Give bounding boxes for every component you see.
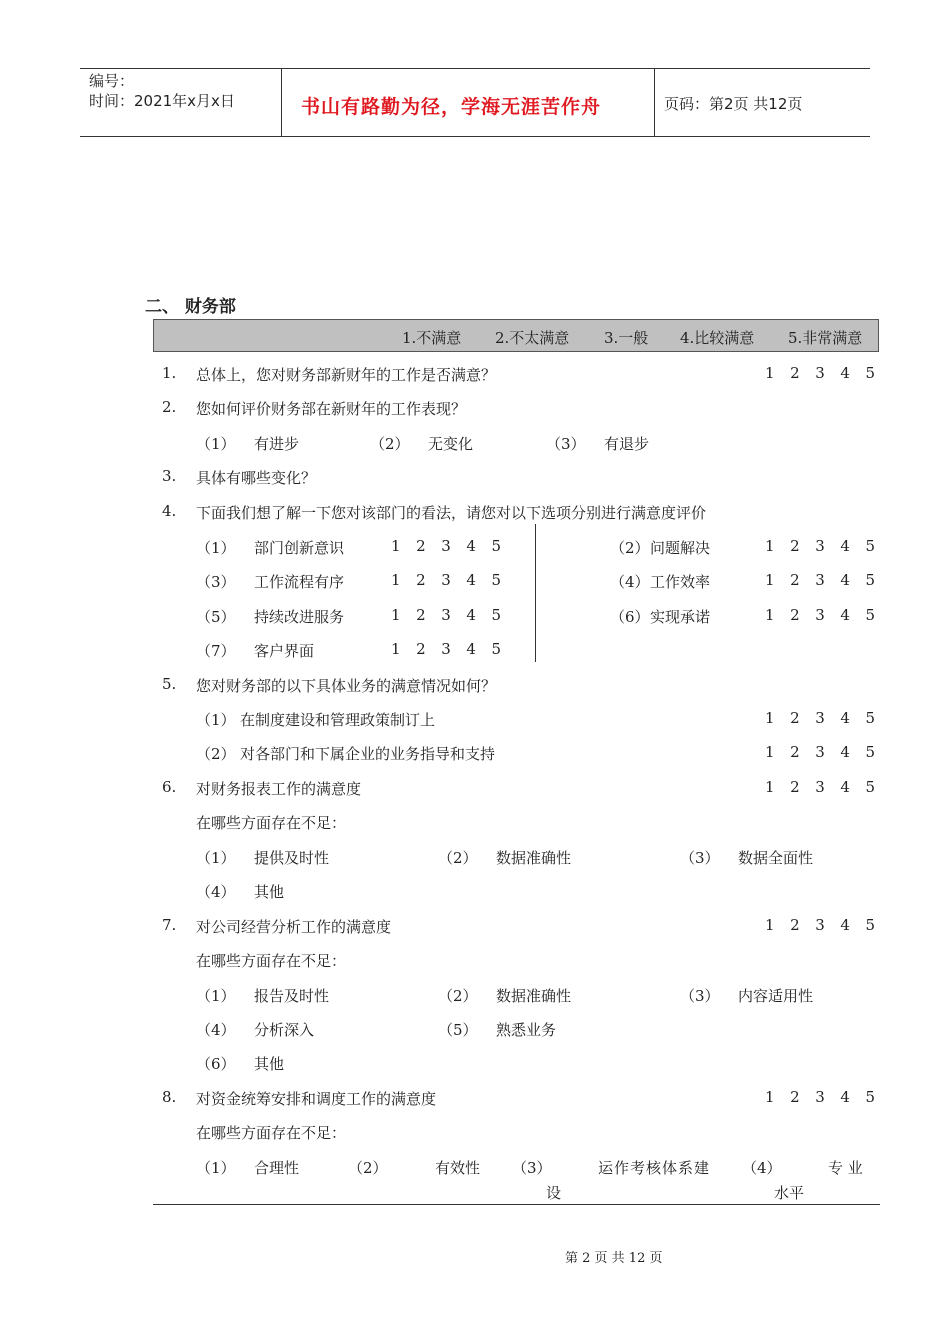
question-number: 1.: [162, 364, 177, 382]
question-number: 4.: [162, 502, 177, 520]
rating-option[interactable]: 1: [765, 1088, 775, 1106]
rating-option[interactable]: 4: [840, 606, 850, 624]
rating-option[interactable]: 3: [815, 778, 825, 796]
header-motto: 书山有路勤为径，学海无涯苦作舟: [301, 96, 602, 118]
rating-option[interactable]: 5: [865, 709, 875, 727]
option-number[interactable]: （4）: [196, 883, 236, 901]
rating-option[interactable]: 4: [840, 571, 850, 589]
rating-option[interactable]: 1: [765, 709, 775, 727]
rating-option[interactable]: 5: [865, 364, 875, 382]
option-label[interactable]: 熟悉业务: [496, 1021, 557, 1039]
rating-option[interactable]: 2: [416, 571, 426, 589]
option-label[interactable]: 内容适用性: [738, 987, 814, 1005]
rating-option[interactable]: 4: [466, 606, 476, 624]
rating-option[interactable]: 5: [491, 571, 501, 589]
option-number[interactable]: （4）: [196, 1021, 236, 1039]
scale-item: 2.不太满意: [495, 329, 570, 347]
rating-scale[interactable]: [765, 606, 875, 624]
question-number: 8.: [162, 1088, 177, 1106]
option-label[interactable]: 合理性: [254, 1159, 300, 1177]
rating-option[interactable]: 1: [765, 606, 775, 624]
rating-option[interactable]: 1: [765, 571, 775, 589]
option-number[interactable]: （3）: [680, 849, 720, 867]
item-label: 对各部门和下属企业的业务指导和支持: [240, 745, 496, 763]
rating-scale[interactable]: [765, 1088, 875, 1106]
page-footer: 第 2 页 共 12 页: [565, 1251, 663, 1266]
rating-option[interactable]: 1: [765, 778, 775, 796]
doc-date-label: 时间：2021年x月x日: [89, 92, 235, 110]
rating-option[interactable]: 5: [865, 916, 875, 934]
scale-item: 3.一般: [604, 329, 649, 347]
sub-question: 在哪些方面存在不足：: [196, 1124, 347, 1142]
rating-option[interactable]: 3: [815, 1088, 825, 1106]
item-number: （5）: [196, 608, 236, 626]
rating-option[interactable]: 1: [391, 537, 401, 555]
question-number: 2.: [162, 398, 177, 416]
header-bottom-rule: [80, 136, 870, 137]
rating-option[interactable]: 4: [840, 1088, 850, 1106]
rating-option[interactable]: 3: [815, 537, 825, 555]
doc-number-label: 编号：: [89, 72, 135, 90]
question-text: 对财务报表工作的满意度: [196, 780, 362, 798]
item-number: （4）: [610, 573, 650, 591]
rating-option[interactable]: 1: [391, 606, 401, 624]
sub-question: 在哪些方面存在不足：: [196, 814, 347, 832]
option-number[interactable]: （1）: [196, 987, 236, 1005]
option-number[interactable]: （3）: [512, 1159, 552, 1177]
rating-scale[interactable]: [391, 606, 501, 624]
option-label[interactable]: 运作考核体系建: [598, 1159, 711, 1177]
option-label-continued[interactable]: 设: [546, 1184, 562, 1202]
rating-option[interactable]: 5: [865, 537, 875, 555]
question-text: 具体有哪些变化？: [196, 469, 317, 487]
rating-option[interactable]: 2: [790, 743, 800, 761]
rating-option[interactable]: 4: [466, 537, 476, 555]
option-label[interactable]: 数据准确性: [496, 849, 572, 867]
option-label[interactable]: 数据准确性: [496, 987, 572, 1005]
item-number: （7）: [196, 642, 236, 660]
item-label: 工作流程有序: [254, 573, 345, 591]
item-label: 客户界面: [254, 642, 315, 660]
item-number: （6）: [610, 608, 650, 626]
rating-scale[interactable]: [765, 537, 875, 555]
question-number: 5.: [162, 675, 177, 693]
option-label[interactable]: 数据全面性: [738, 849, 814, 867]
rating-option[interactable]: 3: [815, 916, 825, 934]
rating-option[interactable]: 4: [840, 743, 850, 761]
option-label[interactable]: 有退步: [604, 435, 650, 453]
item-number: （1）: [196, 711, 236, 729]
rating-option[interactable]: 4: [466, 571, 476, 589]
rating-option[interactable]: 5: [865, 571, 875, 589]
option-label[interactable]: 其他: [254, 1055, 285, 1073]
option-number[interactable]: （2）: [438, 987, 478, 1005]
option-number[interactable]: （5）: [438, 1021, 478, 1039]
question-number: 3.: [162, 467, 177, 485]
rating-option[interactable]: 2: [416, 606, 426, 624]
header-divider: [281, 68, 282, 136]
item-number: （2）: [610, 539, 650, 557]
rating-option[interactable]: 2: [790, 1088, 800, 1106]
option-number[interactable]: （6）: [196, 1055, 236, 1073]
question-text: 您对财务部的以下具体业务的满意情况如何？: [196, 677, 497, 695]
item-label: 工作效率: [650, 573, 711, 591]
rating-option[interactable]: 3: [815, 571, 825, 589]
item-label: 问题解决: [650, 539, 711, 557]
rating-option[interactable]: 3: [815, 606, 825, 624]
rating-option[interactable]: 5: [491, 537, 501, 555]
rating-scale[interactable]: [765, 743, 875, 761]
rating-option[interactable]: 3: [815, 709, 825, 727]
option-label[interactable]: 有进步: [254, 435, 300, 453]
rating-option[interactable]: 2: [416, 537, 426, 555]
section-title: 二、 财务部: [145, 297, 236, 317]
question-text: 您如何评价财务部在新财年的工作表现？: [196, 400, 467, 418]
option-number[interactable]: （1）: [196, 849, 236, 867]
option-label[interactable]: 有效性: [435, 1159, 481, 1177]
rating-scale[interactable]: [765, 571, 875, 589]
rating-option[interactable]: 1: [765, 364, 775, 382]
item-label: 部门创新意识: [254, 539, 345, 557]
item-number: （2）: [196, 745, 236, 763]
item-label: 在制度建设和管理政策制订上: [240, 711, 436, 729]
rating-option[interactable]: 5: [491, 606, 501, 624]
rating-option[interactable]: 1: [765, 743, 775, 761]
rating-option[interactable]: 3: [815, 364, 825, 382]
item-number: （3）: [196, 573, 236, 591]
question-text: 下面我们想了解一下您对该部门的看法，请您对以下选项分别进行满意度评价: [196, 504, 707, 522]
rating-option[interactable]: 3: [441, 537, 451, 555]
rating-option[interactable]: 4: [840, 537, 850, 555]
rating-option[interactable]: 2: [790, 364, 800, 382]
rating-option[interactable]: 2: [790, 606, 800, 624]
rating-option[interactable]: 2: [416, 640, 426, 658]
rating-option[interactable]: 5: [865, 743, 875, 761]
sub-question: 在哪些方面存在不足：: [196, 952, 347, 970]
option-number[interactable]: （1）: [196, 435, 236, 453]
question-text: 对公司经营分析工作的满意度: [196, 918, 392, 936]
rating-option[interactable]: 4: [840, 916, 850, 934]
rating-option[interactable]: 4: [840, 364, 850, 382]
option-number[interactable]: （2）: [370, 435, 410, 453]
rating-option[interactable]: 1: [391, 571, 401, 589]
rating-scale[interactable]: [765, 778, 875, 796]
option-label[interactable]: 提供及时性: [254, 849, 330, 867]
item-number: （1）: [196, 539, 236, 557]
rating-option[interactable]: 3: [441, 606, 451, 624]
rating-option[interactable]: 5: [865, 778, 875, 796]
content-bottom-rule: [153, 1204, 880, 1205]
rating-scale[interactable]: [765, 916, 875, 934]
rating-option[interactable]: 3: [441, 640, 451, 658]
option-number[interactable]: （1）: [196, 1159, 236, 1177]
rating-option[interactable]: 1: [765, 916, 775, 934]
header-page-info: 页码：第2页 共12页: [664, 95, 803, 113]
question-text: 总体上，您对财务部新财年的工作是否满意？: [196, 366, 497, 384]
rating-option[interactable]: 1: [765, 537, 775, 555]
rating-option[interactable]: 5: [865, 1088, 875, 1106]
rating-option[interactable]: 2: [790, 537, 800, 555]
option-number[interactable]: （3）: [680, 987, 720, 1005]
item-label: 持续改进服务: [254, 608, 345, 626]
rating-scale[interactable]: [391, 640, 501, 658]
option-number[interactable]: （3）: [546, 435, 586, 453]
column-divider: [535, 524, 536, 662]
rating-option[interactable]: 3: [815, 743, 825, 761]
option-number[interactable]: （2）: [348, 1159, 388, 1177]
option-label[interactable]: 分析深入: [254, 1021, 315, 1039]
scale-item: 5.非常满意: [788, 329, 863, 347]
rating-scale[interactable]: [391, 537, 501, 555]
item-label: 实现承诺: [650, 608, 711, 626]
rating-scale[interactable]: [391, 571, 501, 589]
rating-option[interactable]: 3: [441, 571, 451, 589]
rating-scale[interactable]: [765, 709, 875, 727]
header-divider: [654, 68, 655, 136]
rating-option[interactable]: 4: [840, 709, 850, 727]
option-label[interactable]: 报告及时性: [254, 987, 330, 1005]
question-number: 7.: [162, 916, 177, 934]
option-number[interactable]: （4）: [742, 1159, 782, 1177]
question-number: 6.: [162, 778, 177, 796]
option-label-continued[interactable]: 水平: [774, 1184, 805, 1202]
rating-option[interactable]: 5: [491, 640, 501, 658]
header-top-rule: [80, 68, 870, 69]
option-label[interactable]: 无变化: [428, 435, 474, 453]
scale-item: 4.比较满意: [680, 329, 755, 347]
rating-option[interactable]: 1: [391, 640, 401, 658]
option-label[interactable]: 专 业: [828, 1159, 863, 1177]
rating-option[interactable]: 2: [790, 778, 800, 796]
option-label[interactable]: 其他: [254, 883, 285, 901]
rating-option[interactable]: 2: [790, 916, 800, 934]
rating-option[interactable]: 4: [466, 640, 476, 658]
question-text: 对资金统筹安排和调度工作的满意度: [196, 1090, 437, 1108]
rating-scale[interactable]: [765, 364, 875, 382]
scale-item: 1.不满意: [402, 329, 462, 347]
rating-option[interactable]: 5: [865, 606, 875, 624]
rating-option[interactable]: 4: [840, 778, 850, 796]
option-number[interactable]: （2）: [438, 849, 478, 867]
rating-option[interactable]: 2: [790, 571, 800, 589]
rating-option[interactable]: 2: [790, 709, 800, 727]
